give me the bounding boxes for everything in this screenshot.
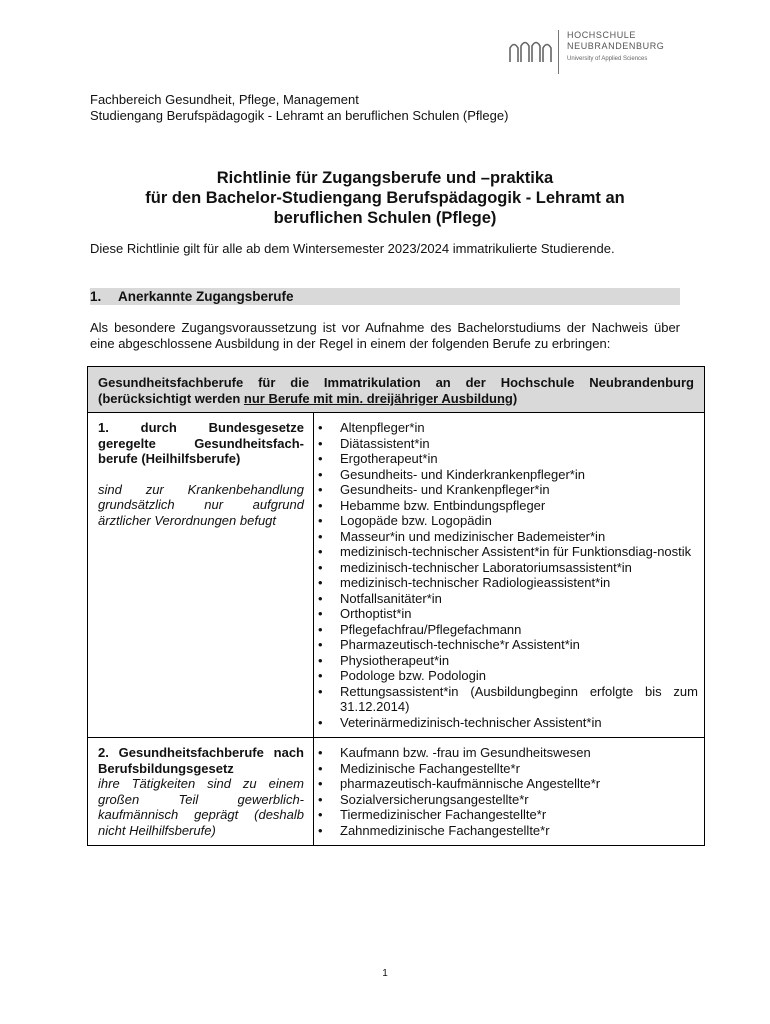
table-header-underlined: nur Berufe mit min. dreijähriger Ausbildung bbox=[243, 391, 513, 406]
bullet-icon: • bbox=[318, 760, 323, 776]
title-line-1: Richtlinie für Zugangsberufe und –praktika bbox=[216, 169, 554, 187]
list-item bbox=[318, 467, 698, 483]
logo-wordmark bbox=[567, 30, 664, 65]
profession-name: Tiermedizinischer Fachangestellte*r bbox=[340, 807, 547, 822]
list-item bbox=[318, 451, 698, 467]
profession-name: Kaufmann bzw. -frau im Gesundheitswesen bbox=[340, 745, 591, 760]
bullet-icon: • bbox=[318, 776, 323, 791]
category-title: 1. durch Bundesgesetze geregelte Gesundheitsfach-berufe (Heilhilfsberufe) bbox=[98, 420, 304, 466]
profession-name: pharmazeutisch-kaufmännische Angestellte*r bbox=[340, 776, 601, 791]
section-title: Anerkannte Zugangsberufe bbox=[118, 289, 294, 304]
document-title bbox=[90, 168, 680, 228]
table-header-text: Gesundheitsfachberufe für die Immatrikulation an der Hochschule Neubrandenburg (berücksichtigt werden bbox=[98, 375, 694, 406]
intro-text: Diese Richtlinie gilt für alle ab dem Wintersemester 2023/2024 immatrikulierte Studierende. bbox=[90, 241, 615, 256]
list-item bbox=[318, 637, 698, 653]
list-item bbox=[318, 668, 698, 684]
list-item bbox=[318, 575, 698, 591]
bullet-icon: • bbox=[318, 652, 323, 668]
profession-name: Hebamme bzw. Entbindungspfleger bbox=[340, 497, 546, 513]
bullet-icon: • bbox=[318, 482, 323, 497]
profession-name: Medizinische Fachangestellte*r bbox=[340, 760, 520, 776]
list-item bbox=[318, 591, 698, 607]
list-item bbox=[318, 684, 698, 715]
title-line-2: für den Bachelor-Studiengang Berufspädagogik - Lehramt an bbox=[145, 189, 625, 207]
list-item bbox=[318, 807, 698, 823]
category-note: sind zur Krankenbehandlung grundsätzlich nur aufgrund ärztlicher Verordnungen befugt bbox=[98, 481, 304, 528]
bullet-icon: • bbox=[318, 590, 323, 606]
profession-name: Ergotherapeut*in bbox=[340, 451, 438, 466]
profession-name: Notfallsanitäter*in bbox=[340, 590, 442, 606]
profession-name: Pharmazeutisch-technische*r Assistent*in bbox=[340, 637, 580, 652]
bullet-icon: • bbox=[318, 621, 323, 637]
bullet-icon: • bbox=[318, 807, 323, 822]
bullet-icon: • bbox=[318, 420, 323, 435]
section-heading bbox=[90, 288, 680, 305]
profession-name: Veterinärmedizinisch-technischer Assistent*in bbox=[340, 714, 602, 730]
bullet-icon: • bbox=[318, 497, 323, 513]
profession-name: medizinisch-technischer Laboratoriumsassistent*in bbox=[340, 559, 632, 575]
category-title: 2. Gesundheitsfachberufe nach Berufsbildungsgesetz bbox=[98, 745, 304, 776]
professions-list bbox=[318, 420, 698, 730]
building-arches-icon bbox=[508, 38, 552, 64]
profession-name: Zahnmedizinische Fachangestellte*r bbox=[340, 822, 550, 838]
bullet-icon: • bbox=[318, 668, 323, 683]
bullet-icon: • bbox=[318, 822, 323, 838]
table-row bbox=[88, 737, 704, 845]
logo-line-1: HOCHSCHULE bbox=[567, 30, 637, 40]
bullet-icon: • bbox=[318, 714, 323, 730]
department-header bbox=[90, 92, 508, 124]
list-item bbox=[318, 606, 698, 622]
profession-name: medizinisch-technischer Assistent*in für Funktionsdiag-nostik bbox=[340, 544, 692, 559]
profession-name: Logopäde bzw. Logopädin bbox=[340, 513, 492, 528]
bullet-icon: • bbox=[318, 435, 323, 451]
professions-cell bbox=[314, 738, 704, 845]
department-name: Fachbereich Gesundheit, Pflege, Management bbox=[90, 92, 359, 107]
list-item bbox=[318, 653, 698, 669]
profession-name: Masseur*in und medizinischer Bademeister*in bbox=[340, 528, 606, 544]
list-item bbox=[318, 745, 698, 761]
bullet-icon: • bbox=[318, 513, 323, 528]
page-number: 1 bbox=[382, 968, 388, 979]
bullet-icon: • bbox=[318, 791, 323, 807]
profession-name: Orthoptist*in bbox=[340, 606, 412, 621]
bullet-icon: • bbox=[318, 451, 323, 466]
logo-tagline: University of Applied Sciences bbox=[567, 56, 648, 62]
bullet-icon: • bbox=[318, 528, 323, 544]
list-item bbox=[318, 498, 698, 514]
profession-name: Podologe bzw. Podologin bbox=[340, 668, 487, 683]
bullet-icon: • bbox=[318, 544, 323, 559]
bullet-icon: • bbox=[318, 606, 323, 621]
list-item bbox=[318, 436, 698, 452]
category-cell bbox=[88, 738, 314, 845]
list-item bbox=[318, 622, 698, 638]
list-item bbox=[318, 420, 698, 436]
table-row bbox=[88, 413, 704, 737]
profession-name: Gesundheits- und Krankenpfleger*in bbox=[340, 482, 550, 497]
table-header bbox=[88, 367, 704, 413]
profession-name: Rettungsassistent*in (Ausbildungbeginn erfolgte bis zum 31.12.2014) bbox=[340, 683, 698, 714]
professions-list bbox=[318, 745, 698, 838]
list-item bbox=[318, 715, 698, 731]
list-item bbox=[318, 776, 698, 792]
list-item bbox=[318, 529, 698, 545]
list-item bbox=[318, 792, 698, 808]
profession-name: Physiotherapeut*in bbox=[340, 652, 450, 668]
professions-table bbox=[87, 366, 705, 846]
bullet-icon: • bbox=[318, 683, 323, 699]
profession-name: Diätassistent*in bbox=[340, 435, 430, 451]
category-cell bbox=[88, 413, 314, 737]
list-item bbox=[318, 482, 698, 498]
professions-cell bbox=[314, 413, 704, 737]
list-item bbox=[318, 560, 698, 576]
section-paragraph: Als besondere Zugangsvoraussetzung ist vor Aufnahme des Bachelorstudiums der Nachweis über eine abgeschlossene Ausbildung in der Regel in einem der folgenden Berufe zu erbringen: bbox=[90, 320, 680, 351]
profession-name: Pflegefachfrau/Pflegefachmann bbox=[340, 621, 522, 637]
title-line-3: beruflichen Schulen (Pflege) bbox=[273, 209, 497, 227]
category-note: ihre Tätigkeiten sind zu einem großen Teil gewerblich-kaufmännisch geprägt (deshalb nicht Heilhilfsberufe) bbox=[98, 776, 304, 838]
university-logo bbox=[508, 30, 664, 76]
profession-name: medizinisch-technischer Radiologieassistent*in bbox=[340, 575, 611, 590]
logo-line-2: NEUBRANDENBURG bbox=[567, 41, 665, 51]
logo-divider bbox=[558, 30, 559, 74]
bullet-icon: • bbox=[318, 575, 323, 590]
list-item bbox=[318, 823, 698, 839]
bullet-icon: • bbox=[318, 559, 323, 575]
bullet-icon: • bbox=[318, 745, 323, 760]
profession-name: Altenpfleger*in bbox=[340, 420, 425, 435]
profession-name: Sozialversicherungsangestellte*r bbox=[340, 791, 529, 807]
profession-name: Gesundheits- und Kinderkrankenpfleger*in bbox=[340, 466, 585, 482]
list-item bbox=[318, 544, 698, 560]
section-number: 1. bbox=[90, 289, 102, 304]
list-item bbox=[318, 513, 698, 529]
table-header-close: ) bbox=[512, 391, 518, 406]
bullet-icon: • bbox=[318, 637, 323, 652]
table-body bbox=[88, 413, 704, 845]
program-name: Studiengang Berufspädagogik - Lehramt an beruflichen Schulen (Pflege) bbox=[90, 108, 509, 123]
list-item bbox=[318, 761, 698, 777]
bullet-icon: • bbox=[318, 466, 323, 482]
